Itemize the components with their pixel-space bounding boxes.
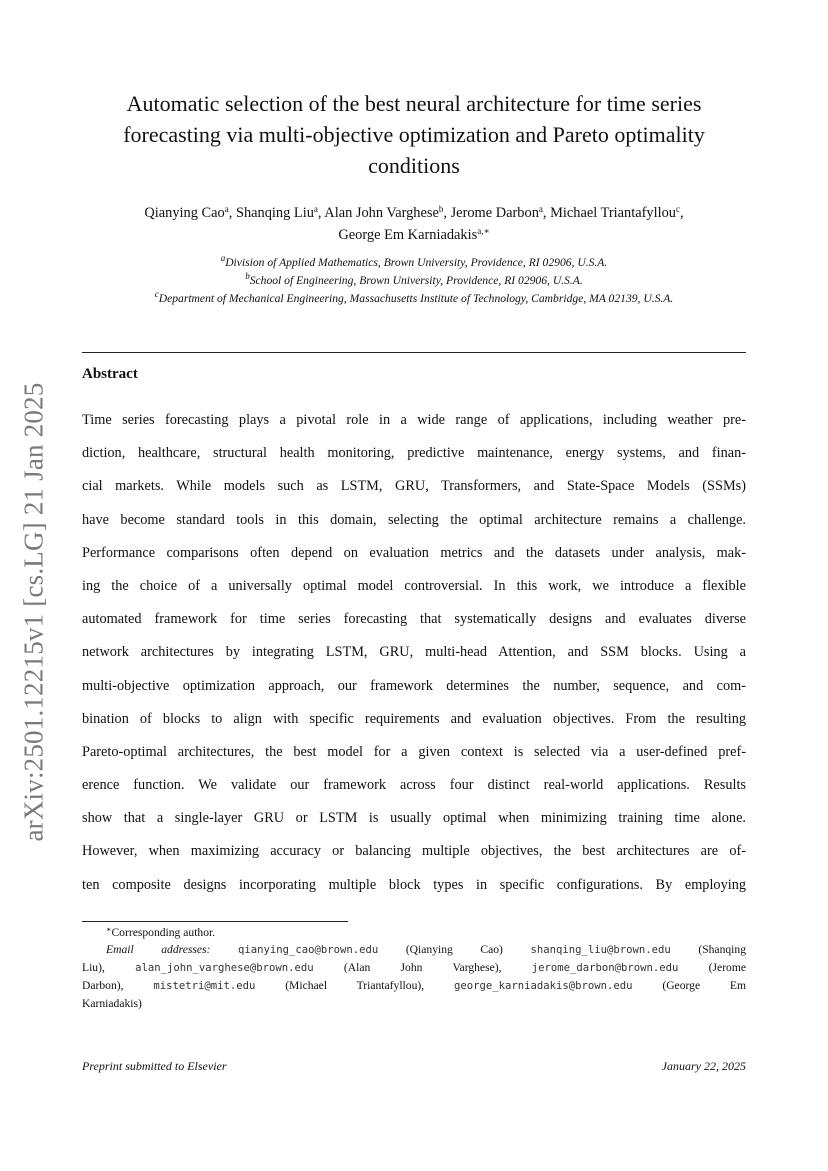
abstract-line: cial markets. While models such as LSTM, GRU, Transformers, and State-Space Models (SSMs) — [82, 478, 746, 495]
abstract-line: automated framework for time series forecasting that systematically designs and evaluates diverse — [82, 611, 746, 628]
author-separator: , — [443, 205, 451, 221]
affiliation-text: Department of Mechanical Engineering, Massachusetts Institute of Technology, Cambridge, MA 02139, U.S.A. — [158, 292, 674, 305]
affiliation-mark: b — [245, 271, 250, 281]
abstract-line: bination of blocks to align with specific requirements and evaluation objectives. From the resulting — [82, 710, 746, 727]
paper-title — [82, 88, 746, 181]
author-separator: , — [228, 205, 236, 221]
title-line: forecasting via multi-objective optimization and Pareto optimality — [123, 122, 705, 147]
affiliation-mark: c — [154, 289, 159, 299]
abstract-line: Pareto-optimal architectures, the best model for a given context is selected via a user-defined pref- — [82, 743, 746, 760]
abstract-line: Time series forecasting plays a pivotal role in a wide range of applications, including weather pre- — [82, 412, 746, 428]
abstract-line: However, when maximizing accuracy or balancing multiple objectives, the best architectures are of- — [82, 843, 746, 860]
corresponding-text: Corresponding author. — [111, 926, 216, 939]
abstract-line: erence function. We validate our framework across four distinct real-world applications. Results — [82, 777, 746, 794]
affiliation — [60, 254, 768, 272]
author-name: Michael Triantafyllou — [550, 205, 676, 221]
arxiv-identifier: arXiv:2501.12215v1 [cs.LG] 21 Jan 2025 — [18, 382, 49, 842]
email-owner: (Shanqing — [698, 943, 746, 956]
email-owner: Darbon), — [82, 979, 124, 992]
email-line — [82, 941, 746, 959]
affiliation-text: Division of Applied Mathematics, Brown University, Providence, RI 02906, U.S.A. — [225, 256, 608, 269]
corresponding-mark: ∗ — [106, 925, 112, 934]
email-link[interactable]: jerome_darbon@brown.edu — [531, 962, 679, 974]
abstract-line: show that a single-layer GRU or LSTM is usually optimal when minimizing training time alone. — [82, 810, 746, 827]
abstract-line: multi-objective optimization approach, our framework determines the number, sequence, and com- — [82, 677, 746, 694]
author-list — [82, 202, 746, 246]
author-separator: , — [680, 205, 684, 221]
email-line — [82, 959, 746, 977]
author-name: Shanqing Liu — [235, 205, 314, 221]
author-name: George Em Karniadakis — [338, 227, 478, 243]
email-line — [82, 977, 746, 995]
author-separator: , — [542, 205, 551, 221]
affiliation-mark: a — [220, 253, 226, 263]
author-line-1 — [82, 202, 746, 224]
email-link[interactable]: qianying_cao@brown.edu — [237, 944, 379, 956]
footer-date: January 22, 2025 — [661, 1059, 746, 1073]
abstract-heading: Abstract — [82, 366, 138, 382]
author-name: Alan John Varghese — [324, 205, 439, 221]
email-owner: (Qianying Cao) — [405, 943, 503, 956]
email-owner: Karniadakis) — [82, 997, 142, 1010]
author-affil-mark: a — [538, 204, 543, 214]
abstract-line: diction, healthcare, structural health monitoring, predictive maintenance, energy systems, and finan- — [82, 445, 746, 462]
title-line: conditions — [368, 153, 460, 178]
footnote-divider — [82, 921, 348, 922]
affiliation — [60, 272, 768, 290]
email-owner: (Jerome — [708, 961, 747, 974]
affiliation-text: School of Engineering, Brown University, Providence, RI 02906, U.S.A. — [249, 274, 583, 287]
email-link[interactable]: george_karniadakis@brown.edu — [453, 980, 633, 992]
email-owner: (George Em — [662, 979, 746, 992]
abstract-line: ing the choice of a universally optimal model controversial. In this work, we introduce a flexible — [82, 577, 746, 594]
email-owner: Liu), — [82, 961, 105, 974]
author-name: Jerome Darbon — [450, 205, 539, 221]
abstract-line: Performance comparisons often depend on evaluation metrics and the datasets under analysis, mak- — [82, 544, 746, 561]
author-name: Qianying Cao — [144, 205, 225, 221]
abstract-divider — [82, 352, 746, 353]
title-line: Automatic selection of the best neural architecture for time series — [126, 91, 702, 116]
footer-journal: Preprint submitted to Elsevier — [82, 1059, 227, 1073]
author-affil-mark: a — [313, 204, 318, 214]
abstract-body — [82, 404, 746, 902]
email-owner: (Michael Triantafyllou), — [285, 979, 425, 992]
email-link[interactable]: shanqing_liu@brown.edu — [530, 944, 671, 956]
arxiv-sidebar — [14, 372, 54, 852]
email-link[interactable]: mistetri@mit.edu — [153, 980, 256, 992]
author-affil-mark: a,∗ — [477, 226, 490, 236]
author-affil-mark: c — [676, 204, 680, 214]
email-link[interactable]: alan_john_varghese@brown.edu — [135, 962, 314, 974]
abstract-line: ten composite designs incorporating multiple block types in specific configurations. By employing — [82, 876, 746, 893]
email-owner: (Alan John Varghese), — [343, 961, 502, 974]
abstract-line: have become standard tools in this domain, selecting the optimal architecture remains a challenge. — [82, 511, 746, 528]
author-separator: , — [317, 205, 325, 221]
affiliation — [60, 290, 768, 308]
email-label: Email addresses: — [106, 943, 211, 956]
affiliation-list — [60, 254, 768, 308]
author-affil-mark: a — [224, 204, 229, 214]
footnote — [82, 924, 746, 1012]
author-affil-mark: b — [438, 204, 444, 214]
email-line — [82, 995, 746, 1012]
author-line-2 — [82, 224, 746, 246]
abstract-line: network architectures by integrating LSTM, GRU, multi-head Attention, and SSM blocks. Using a — [82, 644, 746, 661]
corresponding-note — [82, 924, 746, 941]
